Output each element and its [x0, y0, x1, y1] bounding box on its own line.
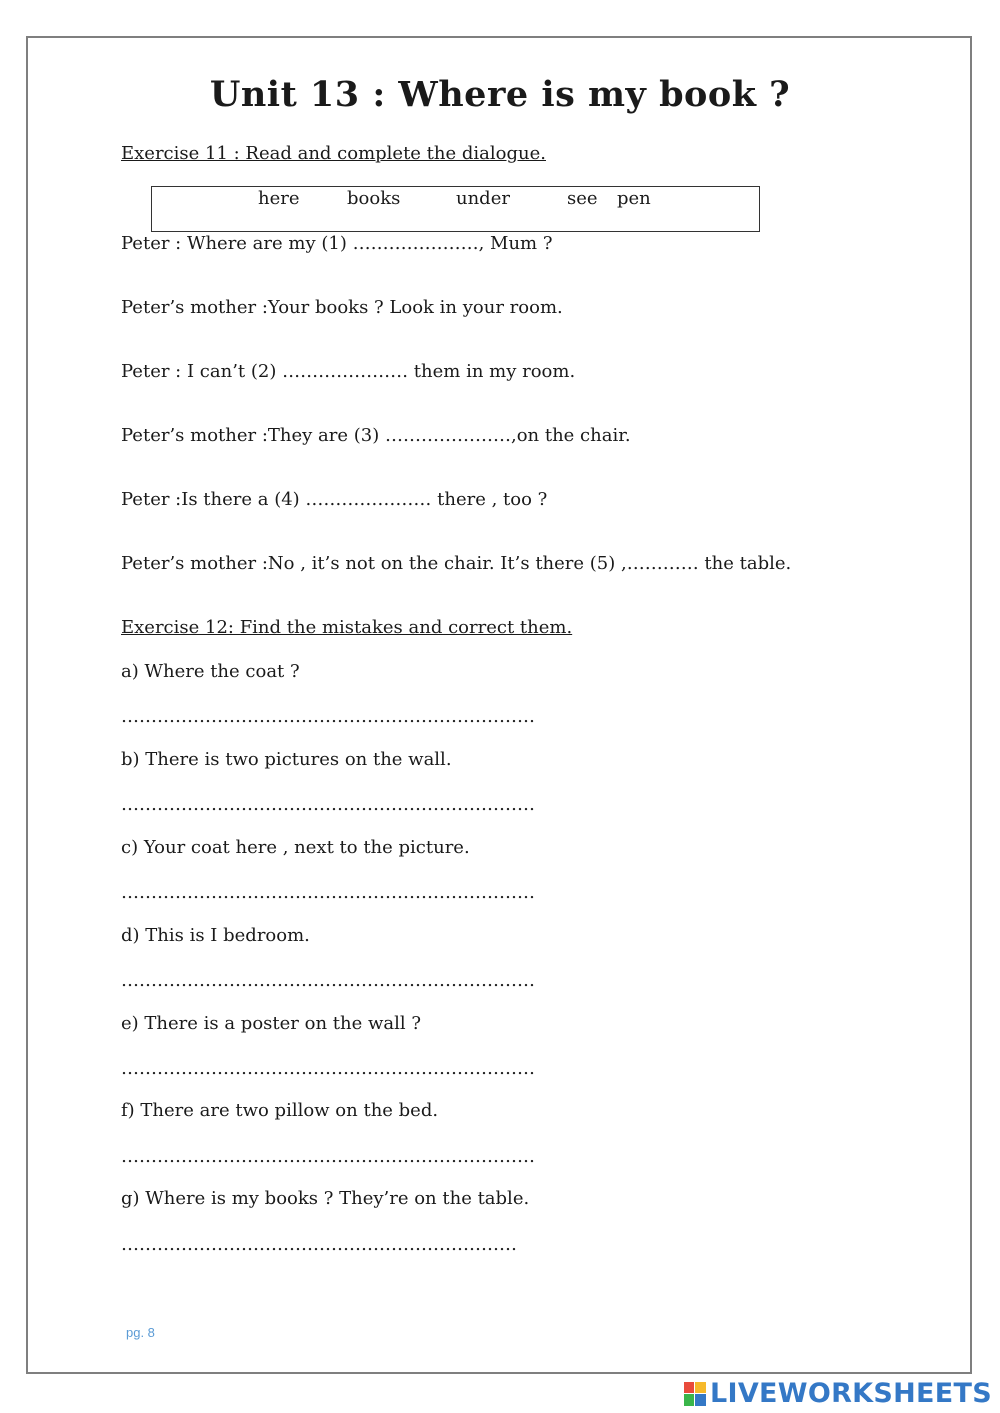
question-item: c) Your coat here , next to the picture.: [121, 837, 470, 858]
page-number: pg. 8: [126, 1325, 155, 1340]
dialogue-line: Peter’s mother :Your books ? Look in your room.: [121, 297, 563, 318]
word-bank-item: pen: [617, 188, 651, 209]
page-title: Unit 13 : Where is my book ?: [209, 74, 791, 115]
question-item: d) This is I bedroom.: [121, 925, 310, 946]
answer-line[interactable]: ……………………………………………………………: [121, 882, 535, 903]
answer-line[interactable]: ……………………………………………………………: [121, 1058, 535, 1079]
dialogue-line[interactable]: Peter : I can’t (2) ………………… them in my room.: [121, 361, 576, 382]
answer-line[interactable]: ……………………………………………………………: [121, 706, 535, 727]
answer-line[interactable]: ……………………………………………………………: [121, 794, 535, 815]
answer-line[interactable]: …………………………………………………………: [121, 1234, 517, 1255]
dialogue-line[interactable]: Peter :Is there a (4) ………………… there , too ?: [121, 489, 548, 510]
dialogue-line[interactable]: Peter’s mother :They are (3) …………………,on the chair.: [121, 425, 631, 446]
word-bank-item: books: [347, 188, 401, 209]
question-item: g) Where is my books ? They’re on the table.: [121, 1188, 530, 1209]
brand-name: LIVEWORKSHEETS: [709, 1378, 992, 1409]
question-item: a) Where the coat ?: [121, 661, 300, 682]
liveworksheets-brand[interactable]: [684, 1378, 992, 1409]
liveworksheets-logo-icon: [684, 1382, 706, 1406]
answer-line[interactable]: ……………………………………………………………: [121, 970, 535, 991]
word-bank-item: here: [258, 188, 300, 209]
question-item: b) There is two pictures on the wall.: [121, 749, 452, 770]
question-item: e) There is a poster on the wall ?: [121, 1013, 421, 1034]
exercise-12-heading: Exercise 12: Find the mistakes and correct them.: [121, 617, 573, 638]
answer-line[interactable]: ……………………………………………………………: [121, 1146, 535, 1167]
dialogue-line[interactable]: Peter’s mother :No , it’s not on the chair. It’s there (5) ,………… the table.: [121, 553, 792, 574]
exercise-11-heading: Exercise 11 : Read and complete the dialogue.: [121, 143, 546, 164]
dialogue-line[interactable]: Peter : Where are my (1) …………………, Mum ?: [121, 233, 553, 254]
word-bank: [151, 186, 760, 232]
word-bank-item: see: [567, 188, 598, 209]
word-bank-item: under: [456, 188, 510, 209]
question-item: f) There are two pillow on the bed.: [121, 1100, 439, 1121]
